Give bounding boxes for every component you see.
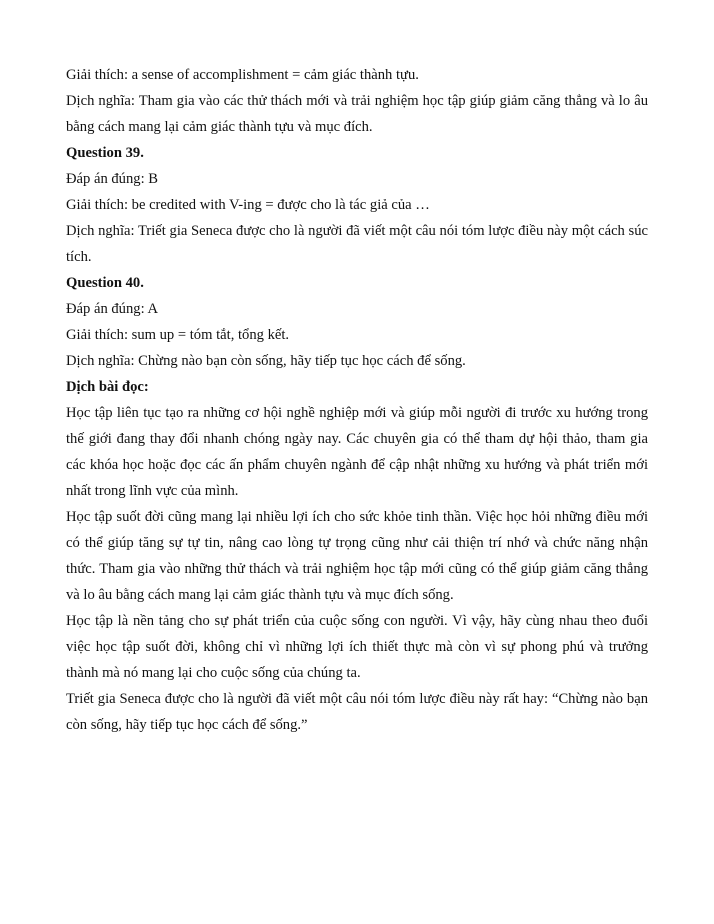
q39-heading: Question 39.: [66, 145, 144, 161]
reading-paragraph: Triết gia Seneca được cho là người đã viết một câu nói tóm lược điều này rất hay: “Chừng nào bạn còn sống, hãy tiếp tục học cách để sống.”: [66, 691, 648, 733]
q39-explanation: Giải thích: be credited with V-ing = được cho là tác giả của …: [66, 197, 430, 213]
reading-paragraph: Học tập suốt đời cũng mang lại nhiều lợi ích cho sức khỏe tinh thần. Việc học hỏi những điều mới có thể giúp tăng sự tự tin, nâng cao lòng tự trọng cũng như cải thiện trí nhớ và chức năng nhận thức. Tham gia vào những thử thách và trải nghiệm học tập mới cũng có thể giúp giảm căng thẳng và lo âu bằng cách mang lại cảm giác thành tựu và mục đích sống.: [66, 509, 648, 603]
q39-answer: Đáp án đúng: B: [66, 171, 159, 187]
reading-paragraph: Học tập liên tục tạo ra những cơ hội nghề nghiệp mới và giúp mỗi người đi trước xu hướng trong thế giới đang thay đổi nhanh chóng ngày nay. Các chuyên gia có thể tham dự hội thảo, tham gia các khóa học hoặc đọc các ấn phẩm chuyên ngành để cập nhật những xu hướng và phát triển mới nhất trong lĩnh vực của mình.: [66, 405, 648, 499]
q40-heading: Question 40.: [66, 275, 144, 291]
q40-answer: Đáp án đúng: A: [66, 301, 159, 317]
reading-paragraph: Học tập là nền tảng cho sự phát triển của cuộc sống con người. Vì vậy, hãy cùng nhau theo đuổi việc học tập suốt đời, không chỉ vì những lợi ích thiết thực mà còn vì sự phong phú và trưởng thành mà nó mang lại cho cuộc sống của chúng ta.: [66, 613, 648, 681]
reading-translation-heading: Dịch bài đọc:: [66, 379, 149, 395]
q40-explanation: Giải thích: sum up = tóm tắt, tổng kết.: [66, 327, 290, 343]
q38-translation: Dịch nghĩa: Tham gia vào các thử thách mới và trải nghiệm học tập giúp giảm căng thẳng và lo âu bằng cách mang lại cảm giác thành tựu và mục đích.: [66, 93, 648, 135]
q40-translation: Dịch nghĩa: Chừng nào bạn còn sống, hãy tiếp tục học cách để sống.: [66, 353, 466, 369]
document-page: [66, 62, 648, 738]
q38-explanation: Giải thích: a sense of accomplishment = cảm giác thành tựu.: [66, 67, 419, 83]
q39-translation: Dịch nghĩa: Triết gia Seneca được cho là người đã viết một câu nói tóm lược điều này một cách súc tích.: [66, 223, 648, 265]
